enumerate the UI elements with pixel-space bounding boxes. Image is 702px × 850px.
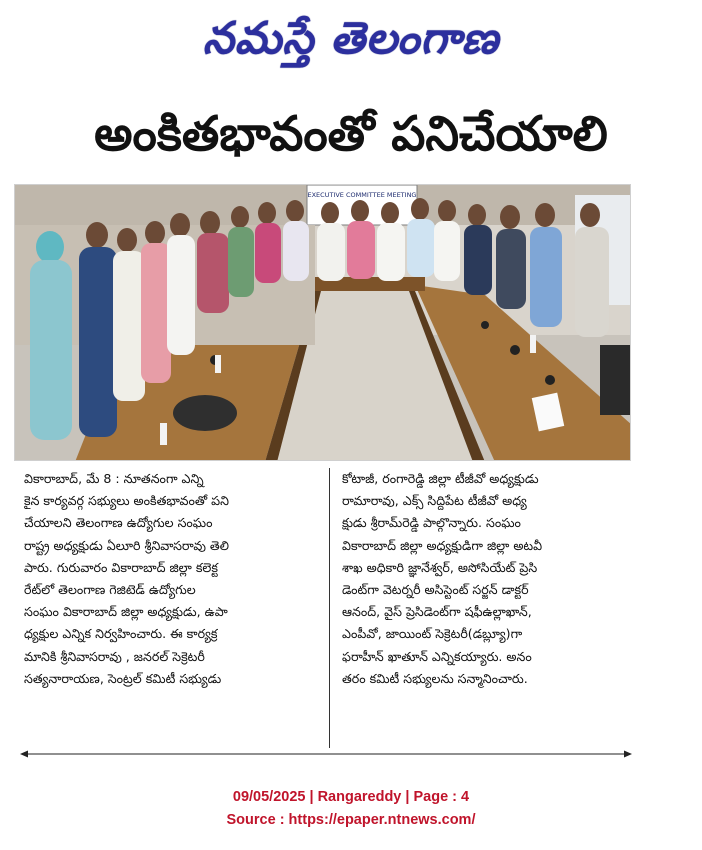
article-body — [24, 468, 640, 746]
page-footer — [0, 786, 702, 832]
article-line: ధ్యక్షుల ఎన్నిక నిర్వహించారు. ఈ కార్యక్ర — [24, 626, 218, 642]
headline — [0, 104, 702, 176]
article-line: ఎంపీవో, జాయింట్ సెక్రెటరీ(డబ్ల్యూ)గా — [342, 626, 523, 642]
article-line: సత్యనారాయణ, సెంట్రల్ కమిటీ సభ్యుడు — [24, 670, 222, 686]
article-end-rule — [20, 750, 632, 758]
article-line: డెంట్‌గా వెటర్నరీ అసిస్టెంట్ సర్జన్ డాక్టర్ — [342, 582, 529, 598]
article-line: పారు. గురువారం వికారాబాద్ జిల్లా కలెక్ట — [24, 559, 218, 575]
footer-date-edition: 09/05/2025 | Rangareddy | Page : 4 — [232, 789, 470, 805]
article-line: కోటాజీ, రంగారెడ్డి జిల్లా టీజీవో అధ్యక్షుడు — [342, 471, 539, 486]
article-line: ఆనంద్, వైస్ ప్రెసిడెంట్‌గా షఫీఉల్లాఖాన్, — [342, 604, 532, 620]
column-divider — [329, 468, 330, 748]
article-line: కైన కార్యవర్గ సభ్యులు అంకితభావంతో పని — [24, 493, 229, 509]
article-line: రాష్ట్ర అధ్యక్షుడు ఏలూరి శ్రీనివాసరావు తెలి — [24, 537, 229, 553]
article-line: మానికి శ్రీనివాసరావు , జనరల్ సెక్రెటరీ — [24, 648, 205, 664]
article-line: చేయాలని తెలంగాణ ఉద్యోగుల సంఘం — [24, 515, 213, 531]
article-line: వికారాబాద్, మే 8 : నూతనంగా ఎన్ని — [24, 471, 204, 486]
article-line: తరం కమిటీ సభ్యులను సన్మానించారు. — [342, 670, 528, 686]
article-line: రేట్‌లో తెలంగాణ గెజిటెడ్ ఉద్యోగుల — [24, 582, 196, 598]
article-line: సంఘం వికారాబాద్ జిల్లా అధ్యక్షుడు, ఉపా — [24, 604, 228, 620]
footer-source: Source : https://epaper.ntnews.com/ — [226, 812, 476, 828]
article-line: వికారాబాద్ జిల్లా అధ్యక్షుడిగా జిల్లా అటవీ — [342, 537, 543, 553]
banner-text: EXECUTIVE COMMITTEE MEETING — [307, 191, 417, 199]
news-photo — [14, 184, 631, 461]
article-line: శాఖ అధికారి జ్ఞానేశ్వర్, అసోసియేట్ ప్రెసి — [342, 559, 538, 575]
masthead — [0, 0, 702, 88]
headline-text: అంకితభావంతో పనిచేయాలి — [94, 106, 608, 162]
masthead-title: నమస్తే తెలంగాణ — [202, 13, 500, 64]
article-column-left — [24, 468, 314, 690]
article-line: రామారావు, ఎక్స్ సిద్దిపేట టీజీవో అధ్య — [342, 493, 527, 509]
article-column-right — [342, 468, 632, 690]
article-line: ఫరాహీన్ ఖాతూన్ ఎన్నికయ్యారు. అనం — [342, 648, 532, 664]
article-line: క్షుడు శ్రీరామ్‌రెడ్డి పాల్గొన్నారు. సంఘం — [342, 515, 521, 531]
